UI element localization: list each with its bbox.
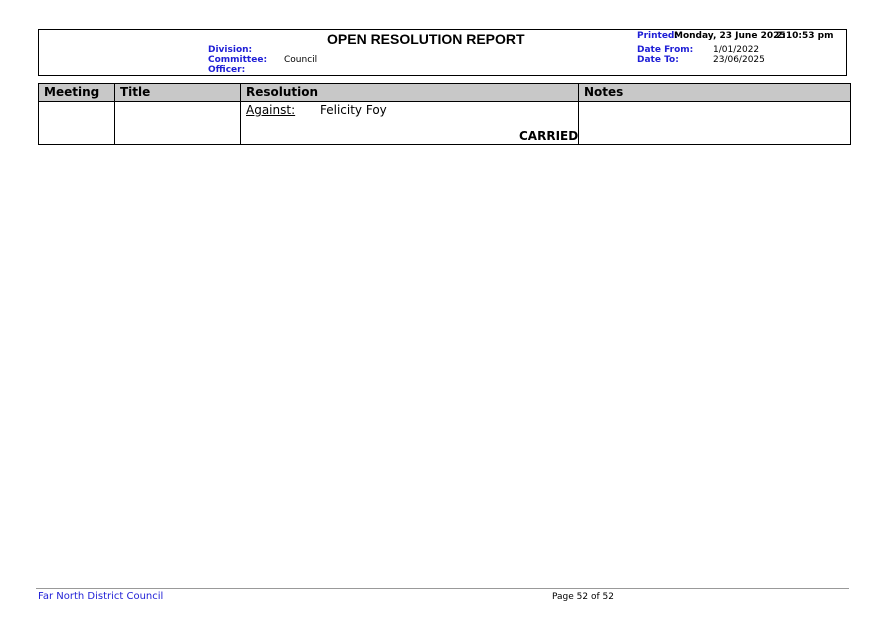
date-to-label: Date To: — [637, 55, 679, 65]
against-value: Felicity Foy — [320, 103, 387, 117]
date-to-value: 23/06/2025 — [713, 55, 765, 65]
header-notes: Notes — [584, 85, 624, 99]
division-label: Division: — [208, 45, 253, 55]
header-title: Title — [120, 85, 151, 99]
date-from-label: Date From: — [637, 45, 694, 55]
footer-divider — [36, 588, 849, 589]
committee-label: Committee: — [208, 55, 268, 65]
header-resolution: Resolution — [246, 85, 319, 99]
date-from-value: 1/01/2022 — [713, 45, 760, 55]
page-number: Page 52 of 52 — [552, 592, 614, 602]
committee-value: Council — [284, 55, 318, 65]
header-meeting: Meeting — [44, 85, 100, 99]
printed-date: Monday, 23 June 2025 — [674, 31, 786, 41]
against-label: Against: — [246, 103, 296, 117]
officer-label: Officer: — [208, 65, 246, 75]
resolution-table — [38, 83, 851, 145]
footer-org: Far North District Council — [38, 591, 164, 602]
printed-label: Printed: — [637, 31, 678, 41]
outcome-carried: CARRIED — [519, 129, 579, 143]
report-title: OPEN RESOLUTION REPORT — [327, 31, 525, 47]
printed-time: 2:10:53 pm — [776, 31, 834, 41]
